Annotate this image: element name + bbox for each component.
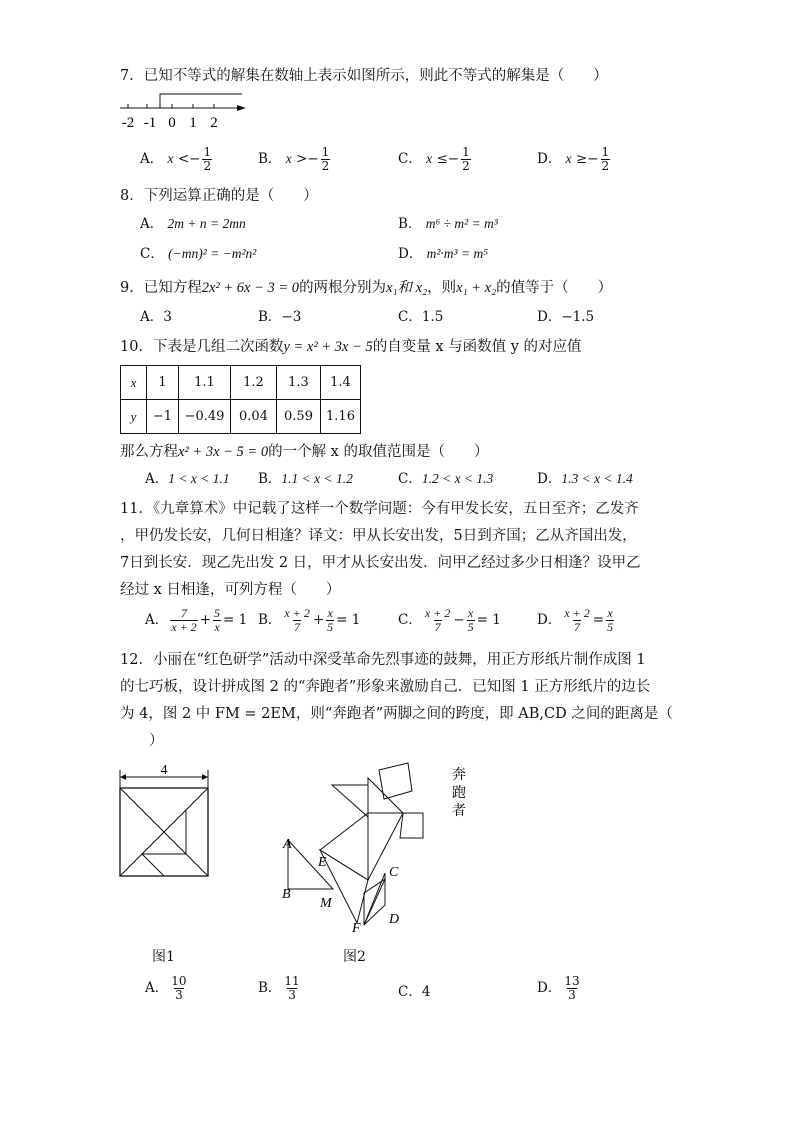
q9-option-b[interactable]: B．−3: [258, 309, 302, 325]
q12-line: ）: [120, 733, 164, 749]
q11-option-c[interactable]: C． $\frac{x + 2}{7}$ − $\frac{x}{5}$ = 1: [398, 606, 501, 634]
q8-option-b[interactable]: B． m⁶ ÷ m² = m³: [398, 216, 498, 232]
q11-option-d[interactable]: D． $\frac{x + 2}{7}$ = $\frac{x}{5}$: [537, 606, 614, 634]
q11-line: 11．《九章算术》中记载了这样一个数学问题：今有甲发长安，五日至齐；乙发齐: [120, 501, 639, 517]
figure-title-char: 者: [452, 804, 466, 819]
figure-2-caption: 图2: [343, 949, 366, 965]
fraction: $\frac{x + 2}{7}$: [424, 606, 451, 634]
tick-label: -1: [143, 115, 157, 131]
q11-option-b[interactable]: B． $\frac{x + 2}{7}$ + $\frac{x}{5}$ = 1: [258, 606, 361, 634]
fraction: $\frac{x}{5}$: [467, 606, 474, 634]
fraction: $\frac{1}{2}$: [601, 145, 610, 173]
q7-option-b[interactable]: B． x >− $\frac{1}{2}$: [258, 145, 330, 173]
fraction: $\frac{13}{3}$: [564, 974, 580, 1002]
equation: 2x² + 6x − 3 = 0: [201, 280, 300, 296]
q8-option-c[interactable]: C． (−mn)² = −m²n²: [140, 246, 257, 262]
q10-option-b[interactable]: B．1.1 < x < 1.2: [258, 471, 353, 487]
fraction: $\frac{x}{5}$: [327, 606, 334, 634]
dimension-arrow: [120, 774, 126, 780]
fraction: $\frac{x + 2}{7}$: [284, 606, 310, 634]
point-label: D: [389, 912, 400, 927]
runner-leg: [320, 850, 368, 923]
fraction: $\frac{1}{2}$: [321, 145, 330, 173]
q9-option-c[interactable]: C．1.5: [398, 309, 444, 325]
q12-line: 的七巧板，设计拼成图 2 的“奔跑者”形象来激励自己．已知图 1 正方形纸片的边长: [120, 679, 651, 695]
point-label: B: [282, 887, 291, 902]
axis-arrow: [237, 105, 246, 111]
q12-option-d[interactable]: D． $\frac{13}{3}$: [537, 974, 580, 1002]
runner-foot: [364, 873, 385, 925]
q10-option-a[interactable]: A．1 < x < 1.1: [145, 471, 230, 487]
fraction: $\frac{11}{3}$: [284, 974, 300, 1002]
runner-body: [320, 813, 368, 880]
q9-stem: 9．已知方程2x² + 6x − 3 = 0的两根分别为x₁和 x₂，则x₁ + x₂的值等于（ ）: [120, 280, 613, 296]
q12-line: 12．小丽在“红色研学”活动中深受革命先烈事迹的鼓舞，用正方形纸片制作成图 1: [120, 652, 646, 668]
dimension-label: 4: [160, 763, 168, 778]
table-row: y −1 −0.49 0.04 0.59 1.16: [121, 400, 361, 434]
runner-arm: [332, 785, 368, 817]
q8-option-a[interactable]: A． 2m + n = 2mn: [140, 216, 246, 232]
tick-label: -2: [121, 115, 135, 131]
q12-option-a[interactable]: A． $\frac{10}{3}$: [145, 974, 187, 1002]
q10-value-table: [120, 365, 361, 434]
q10-stem: 10．下表是几组二次函数y = x² + 3x − 5的自变量 x 与函数值 y 的对应值: [120, 339, 582, 355]
q8-option-d[interactable]: D． m²·m³ = m⁵: [398, 246, 488, 262]
function: y = x² + 3x − 5: [283, 339, 373, 355]
figure-1-tangram: [110, 762, 220, 887]
tangram-edge: [120, 788, 186, 854]
fraction: $\frac{10}{3}$: [171, 974, 187, 1002]
point-label: F: [352, 921, 361, 935]
runner-arm: [400, 813, 423, 838]
q11-line: 7日到长安．现乙先出发 2 日，甲才从长安出发．问甲乙经过多少日相逢？设甲乙: [120, 555, 641, 571]
q7-stem: 7．已知不等式的解集在数轴上表示如图所示，则此不等式的解集是（ ）: [120, 68, 608, 84]
fraction: $\frac{x + 2}{7}$: [564, 606, 590, 634]
q12-option-b[interactable]: B． $\frac{11}{3}$: [258, 974, 300, 1002]
point-label: C: [389, 865, 399, 880]
fraction: $\frac{5}{x}$: [214, 606, 220, 634]
q12-option-c[interactable]: C．4: [398, 984, 431, 1000]
tick-label: 1: [189, 115, 197, 131]
point-label: A: [283, 837, 292, 852]
q12-line: 为 4，图 2 中 FM = 2EM，则“奔跑者”两脚之间的跨度，即 AB,CD 之间的距离是（: [120, 706, 673, 722]
figure-1-caption: 图1: [152, 949, 175, 965]
tangram-edge: [142, 854, 164, 876]
q9-option-a[interactable]: A．3: [140, 309, 172, 325]
tick-label: 2: [210, 115, 218, 131]
fraction: $\frac{1}{2}$: [203, 145, 212, 173]
q7-number-line: [118, 90, 248, 132]
dimension-arrow: [202, 774, 208, 780]
q10-option-d[interactable]: D．1.3 < x < 1.4: [537, 471, 633, 487]
table-row: x 1 1.1 1.2 1.3 1.4: [121, 366, 361, 400]
figure-2-runner: [275, 755, 490, 935]
q10-option-c[interactable]: C．1.2 < x < 1.3: [398, 471, 494, 487]
fraction: $\frac{1}{2}$: [462, 145, 470, 173]
q7-option-c[interactable]: C． x ≤− $\frac{1}{2}$: [398, 145, 470, 173]
fraction: $\frac{7}{x + 2}$: [171, 606, 197, 634]
q10-follow-up: 那么方程x² + 3x − 5 = 0的一个解 x 的取值范围是（ ）: [120, 444, 489, 460]
tangram-edge: [186, 854, 208, 876]
q7-option-d[interactable]: D． x ≥− $\frac{1}{2}$: [537, 145, 610, 173]
q11-option-a[interactable]: A． $\frac{7}{x + 2}$ + $\frac{5}{x}$ = 1: [145, 606, 248, 634]
point-label: M: [320, 896, 332, 911]
figure-title-char: 跑: [452, 786, 466, 801]
q8-stem: 8．下列运算正确的是（ ）: [120, 188, 318, 204]
q7-option-a[interactable]: A． x <− $\frac{1}{2}$: [140, 145, 212, 173]
tick-label: 0: [168, 115, 176, 131]
point-label: E: [318, 855, 327, 870]
figure-title-char: 奔: [452, 768, 466, 783]
q11-line: 经过 x 日相逢，可列方程（ ）: [120, 582, 341, 598]
q9-option-d[interactable]: D．−1.5: [537, 309, 595, 325]
fraction: $\frac{x}{5}$: [607, 606, 614, 634]
q11-line: ，甲仍发长安，几何日相逢？译文：甲从长安出发，5日到齐国；乙从齐国出发，: [120, 528, 637, 544]
